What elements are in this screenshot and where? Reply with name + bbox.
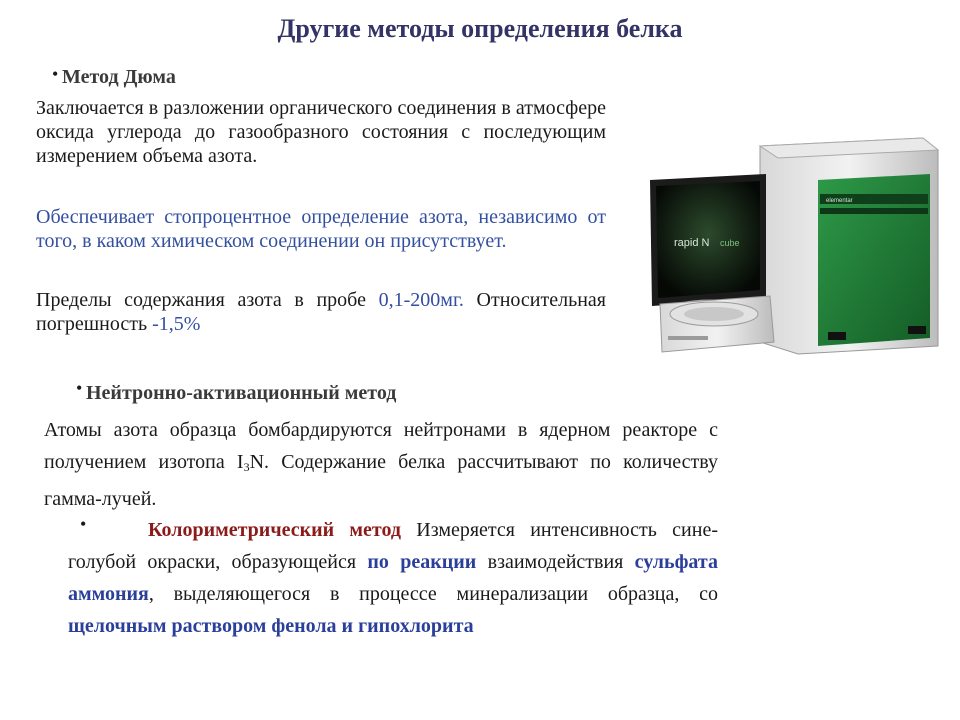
neutron-paragraph xyxy=(44,414,718,515)
dumas-error-label: Относительная погрешность xyxy=(36,289,607,335)
dumas-paragraph-3 xyxy=(36,288,606,336)
colorimetric-reagent: щелочным раствором фенола и гипохлорита xyxy=(68,615,474,637)
colorimetric-text-3: взаимодействия xyxy=(476,551,635,573)
colorimetric-paragraph xyxy=(68,514,718,642)
bullet-colorimetric: • xyxy=(80,514,87,534)
neutron-text-a: Атомы азота образца бомбардируются нейтронами в ядерном реакторе с получением изотопа I xyxy=(44,419,718,473)
colorimetric-ammonium-sulfate: сульфата аммония xyxy=(68,551,718,605)
bullet-neutron: • xyxy=(76,378,83,398)
colorimetric-heading: Колориметрический метод xyxy=(148,519,402,541)
colorimetric-text-1: Измеряется интенсивность сине-голубой окраски, образующейся xyxy=(68,519,718,573)
neutron-heading: Нейтронно-активационный метод xyxy=(86,382,397,404)
isotope-subscript: 3 xyxy=(243,460,250,474)
dumas-limits-label: Пределы содержания азота в пробе xyxy=(36,289,379,311)
dumas-paragraph-2: Обеспечивает стопроцентное определение азота, независимо от того, в каком химическом соединении он присутствует. xyxy=(36,206,606,252)
dumas-error-value: -1,5% xyxy=(152,313,201,335)
dumas-paragraph-1: Заключается в разложении органического соединения в атмосфере оксида углерода до газообразного состояния с последующим измерением объема азота. xyxy=(36,97,606,167)
screen-product-text: rapid N xyxy=(674,237,710,249)
bullet-dumas: • xyxy=(52,64,59,84)
dumas-limits-value: 0,1-200мг. xyxy=(378,289,464,311)
analyzer-device-image xyxy=(648,128,948,360)
colorimetric-text-5: , выделяющегося в процессе минерализации образца, со xyxy=(148,583,718,605)
slide-title: Другие методы определения белка xyxy=(277,14,683,43)
colorimetric-reaction: по реакции xyxy=(367,551,477,573)
device-brand-label: elementar xyxy=(826,198,853,204)
screen-product-text-2: cube xyxy=(720,238,740,248)
dumas-heading: Метод Дюма xyxy=(62,66,176,88)
neutron-text-b: N. Содержание белка рассчитывают по количеству гамма-лучей. xyxy=(44,451,719,510)
